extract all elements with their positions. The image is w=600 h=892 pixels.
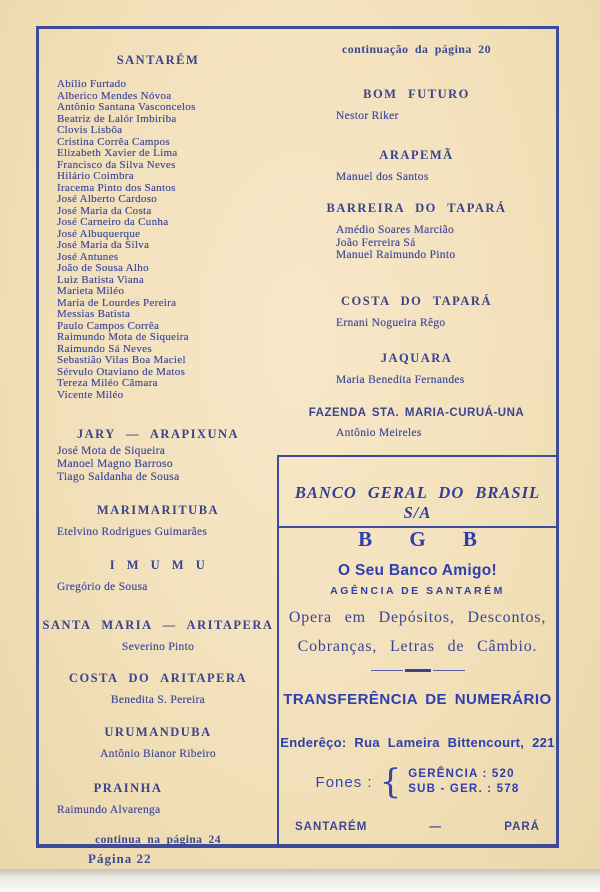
page-number: Página 22 xyxy=(88,851,152,866)
person-name: Abílio Furtado xyxy=(57,78,127,90)
person-name: Raimundo Alvarenga xyxy=(57,804,161,816)
ad-footer-city: SANTARÉM xyxy=(295,821,368,833)
directory-section xyxy=(277,407,556,440)
directory-section xyxy=(39,781,277,817)
person-name: Antônio Bianor Ribeiro xyxy=(100,748,216,760)
person-name: Messias Batista xyxy=(57,308,131,320)
section-heading: I M U M U xyxy=(109,558,207,572)
section-names xyxy=(277,374,556,387)
person-name: Iracema Pinto dos Santos xyxy=(57,181,176,194)
right-sections-list xyxy=(277,87,556,439)
person-name: Sebastião Vilas Boa Maciel xyxy=(57,354,186,366)
person-name: Cristina Corrêa Campos xyxy=(57,135,170,148)
person-name: Raimundo Mota de Siqueira xyxy=(57,331,189,343)
person-name: Beatriz de Lalór Imbiriba xyxy=(57,112,177,125)
bank-services-line2: Cobranças, Letras de Câmbio. xyxy=(297,638,538,655)
continuation-note-top: continuação da página 20 xyxy=(342,42,491,56)
person-name: Francisco da Silva Neves xyxy=(57,158,176,171)
page-frame xyxy=(36,26,559,848)
left-sections-list xyxy=(39,53,277,817)
section-names xyxy=(277,224,556,262)
person-name: Elizabeth Xavier de Lima xyxy=(57,147,178,159)
bank-address: Enderêço: Rua Lameira Bittencourt, 221 xyxy=(280,735,555,750)
directory-section xyxy=(39,503,277,539)
directory-section xyxy=(39,671,277,707)
directory-section xyxy=(39,427,277,484)
section-names xyxy=(277,171,556,184)
section-heading: SANTA MARIA — ARITAPERA xyxy=(42,618,274,632)
person-name: Manuel dos Santos xyxy=(336,170,429,183)
person-name: Antônio Santana Vasconcelos xyxy=(57,101,196,113)
ornamental-divider xyxy=(279,669,556,672)
section-heading: BARREIRA DO TAPARÁ xyxy=(326,201,507,215)
phone-line-1: GERÊNCIA : 520 xyxy=(408,768,515,780)
directory-section xyxy=(277,87,556,123)
person-name: Marieta Miléo xyxy=(57,285,125,297)
bank-agency-line: AGÊNCIA DE SANTARÉM xyxy=(330,585,505,597)
section-heading: ARAPEMÃ xyxy=(379,147,454,162)
bank-transfer-title: TRANSFERÊNCIA DE NUMERÁRIO xyxy=(283,691,552,708)
directory-section xyxy=(277,351,556,387)
person-name: Nestor Riker xyxy=(336,110,399,122)
person-name: Tiago Saldanha de Sousa xyxy=(57,471,180,483)
phone-line-2: SUB - GER. : 578 xyxy=(408,783,520,795)
person-name: José Antunes xyxy=(57,250,119,263)
person-name: Hilário Coimbra xyxy=(57,170,134,182)
person-name: Manuel Raimundo Pinto xyxy=(336,249,456,261)
person-name: José Maria da Costa xyxy=(57,204,152,217)
ad-footer-dash: — xyxy=(429,821,443,833)
bank-initials: B G B xyxy=(358,527,493,551)
person-name: José Alberto Cardoso xyxy=(57,193,158,205)
person-name: Sérvulo Otaviano de Matos xyxy=(57,365,186,378)
person-name: Raimundo Sá Neves xyxy=(57,342,152,355)
section-names xyxy=(39,694,277,707)
person-name: Paulo Campos Corrêa xyxy=(57,319,160,332)
person-name: Severino Pinto xyxy=(121,641,195,653)
section-heading: URUMANDUBA xyxy=(104,725,212,739)
divider-thin-right xyxy=(433,670,465,671)
directory-section xyxy=(39,558,277,594)
section-heading: COSTA DO TAPARÁ xyxy=(341,293,492,308)
section-heading: COSTA DO ARITAPERA xyxy=(68,671,248,685)
person-name: João Ferreira Sá xyxy=(336,236,416,249)
person-name: José Albuquerque xyxy=(57,227,141,240)
person-name: Vicente Miléo xyxy=(57,388,124,401)
phone-numbers xyxy=(408,767,519,797)
brace-glyph: { xyxy=(379,762,402,802)
person-name: Amédio Soares Marcião xyxy=(336,224,455,236)
person-name: Luiz Batista Viana xyxy=(57,273,145,286)
section-heading: BOM FUTURO xyxy=(363,87,470,101)
bank-slogan: O Seu Banco Amigo! xyxy=(338,562,497,579)
directory-section xyxy=(39,53,277,401)
section-names xyxy=(39,445,277,484)
section-heading: FAZENDA STA. MARIA-CURUÁ-UNA xyxy=(308,406,525,419)
person-name: João de Sousa Alho xyxy=(57,262,149,274)
section-heading: MARIMARITUBA xyxy=(96,503,220,517)
bank-phones xyxy=(279,762,556,802)
left-column xyxy=(39,29,277,844)
section-heading: JAQUARA xyxy=(380,351,453,365)
section-names xyxy=(277,427,556,440)
person-name: Tereza Miléo Câmara xyxy=(57,377,158,389)
section-names xyxy=(277,317,556,330)
person-name: Antônio Meireles xyxy=(336,426,422,439)
continuation-note-bottom: continua na página 24 xyxy=(95,834,221,846)
person-name: Etelvino Rodrigues Guimarães xyxy=(57,526,208,538)
bank-name: BANCO GERAL DO BRASIL S/A xyxy=(279,483,556,528)
section-heading: SANTARÉM xyxy=(116,53,200,67)
bank-name-line xyxy=(279,483,556,528)
section-names xyxy=(39,581,277,594)
person-name: José Maria da Silva xyxy=(57,239,150,251)
divider-thin-left xyxy=(371,670,403,671)
directory-section xyxy=(277,148,556,184)
person-name: Ernani Nogueira Rêgo xyxy=(336,316,446,329)
section-names xyxy=(39,804,277,817)
section-heading: PRAINHA xyxy=(93,781,163,795)
ad-footer-state: PARÁ xyxy=(504,821,540,833)
person-name: Alberico Mendes Nóvoa xyxy=(57,89,172,102)
section-names xyxy=(39,748,277,761)
bank-ad-footer xyxy=(279,821,556,833)
right-column xyxy=(277,29,556,455)
directory-section xyxy=(277,201,556,262)
person-name: Maria Benedita Fernandes xyxy=(336,374,465,386)
divider-thick-center xyxy=(405,669,431,672)
directory-section xyxy=(39,618,277,654)
bank-services-line1: Opera em Depósitos, Descontos, xyxy=(288,609,547,626)
section-names xyxy=(39,526,277,539)
person-name: Benedita S. Pereira xyxy=(110,694,206,706)
bank-advertisement xyxy=(277,455,556,844)
directory-section xyxy=(277,294,556,330)
scan-edge xyxy=(0,869,600,892)
person-name: Maria de Lourdes Pereira xyxy=(57,296,177,309)
section-names xyxy=(277,110,556,123)
person-name: José Mota de Siqueira xyxy=(57,445,166,457)
directory-section xyxy=(39,725,277,761)
section-heading: JARY — ARAPIXUNA xyxy=(76,427,240,441)
person-name: Manoel Magno Barroso xyxy=(57,458,173,470)
person-name: Clovis Lisbôa xyxy=(57,124,123,136)
section-names xyxy=(39,79,277,401)
phones-label: Fones : xyxy=(315,773,373,791)
person-name: José Carneiro da Cunha xyxy=(57,216,169,228)
section-names xyxy=(39,641,277,654)
person-name: Gregório de Sousa xyxy=(57,581,148,593)
